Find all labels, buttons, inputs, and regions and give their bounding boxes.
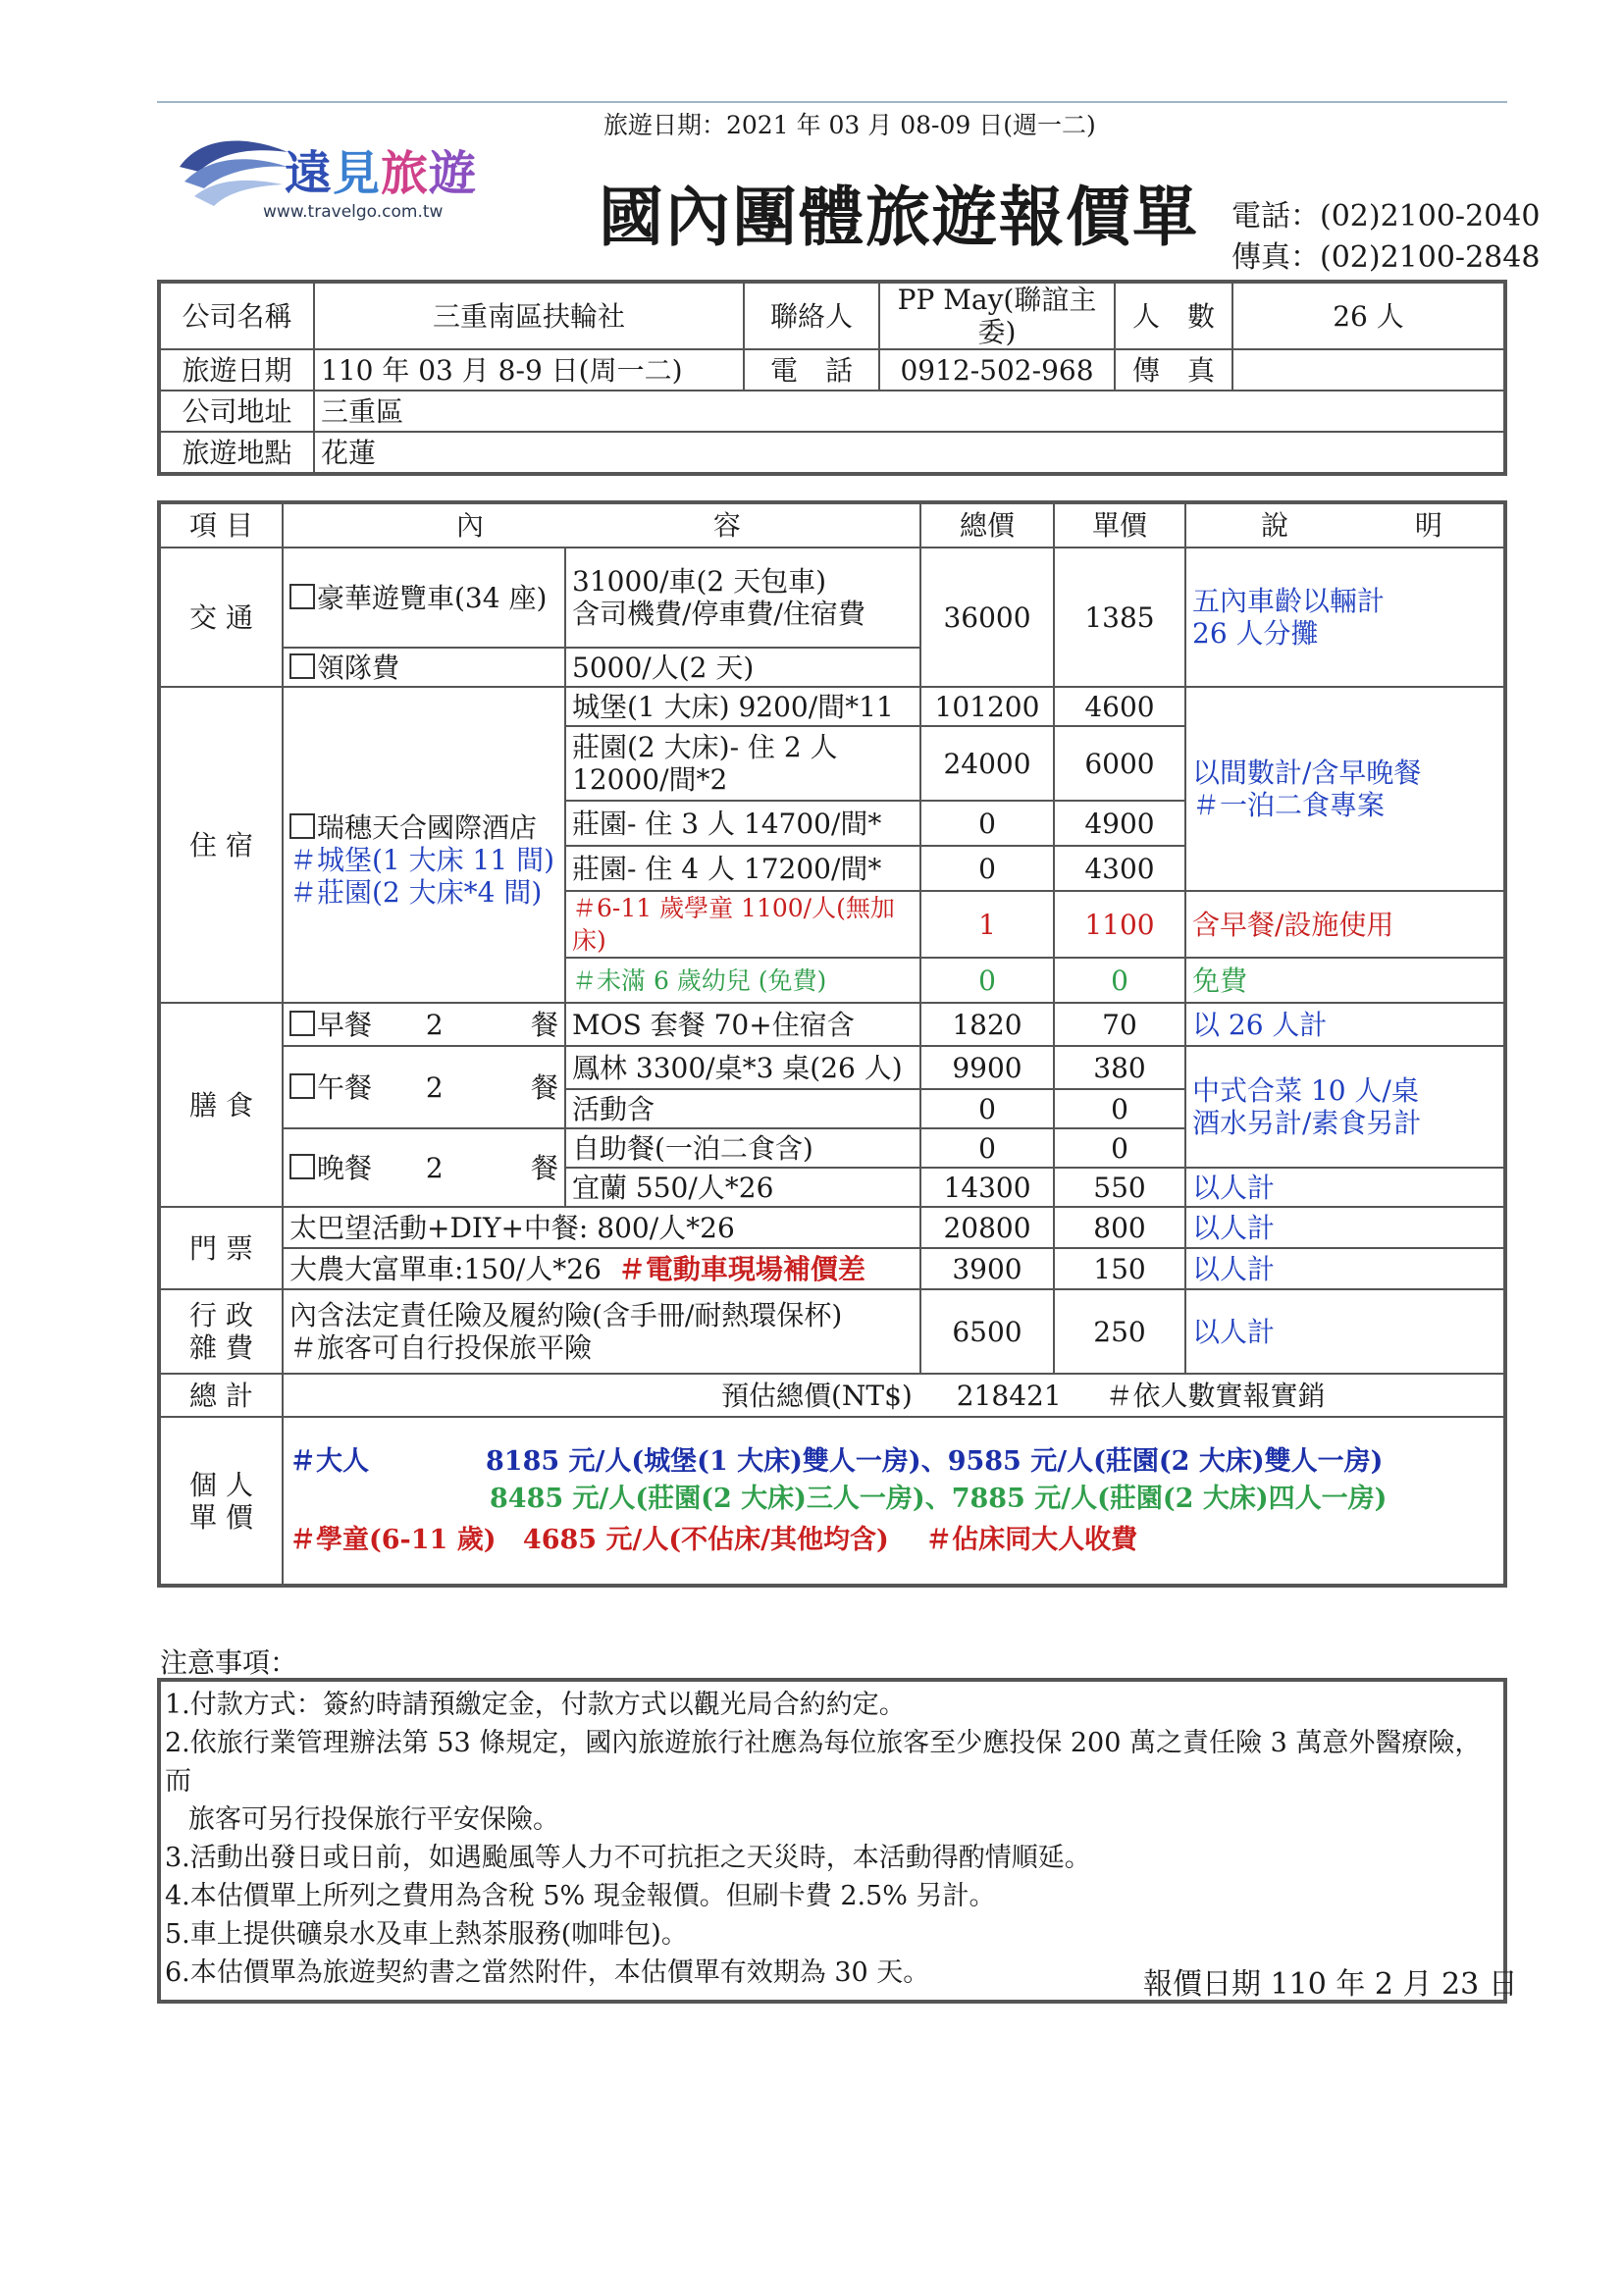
notes-box (157, 1678, 1507, 2004)
tickets-label: 門 票 (159, 1207, 283, 1289)
header-note (1185, 502, 1505, 548)
meal-row-unit: 0 (1054, 1089, 1185, 1128)
admin-label-2: 雜 費 (189, 1331, 253, 1364)
ticket-row-total: 3900 (920, 1248, 1054, 1289)
sum-note: ＃依人數實報實銷 (1105, 1379, 1326, 1412)
child-line: 4685 元/人(不佔床/其他均含) (522, 1524, 889, 1555)
lodging-row-total: 24000 (920, 726, 1054, 801)
lunch-checkbox[interactable] (289, 1073, 315, 1099)
child-tag: ＃學童(6-11 歲) (289, 1524, 497, 1555)
tel-value: 0912-502-968 (879, 349, 1115, 391)
dinner-label: 晚餐 (317, 1151, 373, 1184)
transport-total: 36000 (920, 548, 1054, 687)
logo-url: www.travelgo.com.tw (263, 202, 444, 222)
lodging-row-unit: 4900 (1054, 801, 1185, 846)
transport-note-1: 五內車齡以輛計 (1192, 585, 1386, 617)
lodging-row-total: 101200 (920, 687, 1054, 726)
header-rule (157, 101, 1507, 103)
date-value: 110 年 03 月 8-9 日(周一二) (314, 349, 744, 391)
header-unit: 單價 (1054, 502, 1185, 548)
date-label: 旅遊日期 (159, 349, 314, 391)
meal-row-total: 0 (920, 1128, 1054, 1168)
header-content-1: 內 (456, 509, 485, 542)
adult-price-row (289, 1443, 1497, 1481)
meal-row-unit: 380 (1054, 1046, 1185, 1089)
quote-date: 報價日期 110 年 2 月 23 日 (1143, 1967, 1518, 2002)
header-note-1: 說 (1261, 509, 1289, 542)
meal-row-unit: 0 (1054, 1128, 1185, 1168)
lodging-note-1: 以間數計/含早晚餐 (1192, 756, 1422, 789)
meal-row-total: 14300 (920, 1168, 1054, 1207)
transport-label: 交 通 (159, 548, 283, 687)
admin-desc (283, 1289, 920, 1374)
contact-label: 聯絡人 (744, 282, 879, 349)
ticket-row-note: 以人計 (1185, 1248, 1505, 1289)
child-price-row (289, 1522, 1497, 1559)
transport-note (1185, 548, 1505, 687)
adult-tag: ＃大人 (289, 1445, 369, 1477)
lodging-infant-note: 免費 (1185, 958, 1505, 1003)
breakfast-item (283, 1003, 565, 1046)
meal-row-unit: 550 (1054, 1168, 1185, 1207)
trip-date: 旅遊日期：2021 年 03 月 08-09 日(週一二) (603, 111, 1096, 139)
ticket-row2-extra: ＃電動車現場補價差 (617, 1252, 865, 1285)
people-value: 26 人 (1232, 282, 1505, 349)
quote-table (157, 500, 1507, 1588)
bus-detail-2: 含司機費/停車費/住宿費 (572, 598, 865, 630)
personal-label-1: 個 人 (189, 1468, 253, 1501)
agency-phone: 電話：(02)2100-2040 (1231, 199, 1541, 234)
admin-total: 6500 (920, 1289, 1054, 1374)
fax-value (1232, 349, 1505, 391)
transport-unit: 1385 (1054, 548, 1185, 687)
personal-prices (283, 1417, 1505, 1586)
lodging-row-desc: 城堡(1 大床) 9200/間*11 (565, 687, 920, 726)
lodging-row-total: 1 (920, 891, 1054, 958)
place-label: 旅遊地點 (159, 432, 314, 474)
address-value: 三重區 (314, 391, 1505, 432)
dinner-unit: 餐 (530, 1151, 558, 1184)
meal-row-desc: 自助餐(一泊二食含) (565, 1128, 920, 1168)
meal-row-total: 9900 (920, 1046, 1054, 1089)
client-info-table (157, 280, 1507, 476)
company-label: 公司名稱 (159, 282, 314, 349)
meal-row-desc: 鳳林 3300/桌*3 桌(26 人) (565, 1046, 920, 1089)
dinner-checkbox[interactable] (289, 1154, 315, 1179)
lunch-count: 2 (425, 1070, 444, 1104)
lodging-row-total: 0 (920, 958, 1054, 1003)
ticket-row-desc (283, 1248, 920, 1289)
ticket-row-unit: 800 (1054, 1207, 1185, 1248)
lunch-note (1185, 1046, 1505, 1168)
meal-row-desc: 宜蘭 550/人*26 (565, 1168, 920, 1207)
company-value: 三重南區扶輪社 (314, 282, 744, 349)
lodging-row-desc: 莊園(2 大床)- 住 2 人 12000/間*2 (565, 726, 920, 801)
bus-item (283, 548, 565, 648)
personal-label (159, 1417, 283, 1586)
note-item: 5.車上提供礦泉水及車上熱茶服務(咖啡包)。 (165, 1919, 688, 1950)
hotel-sub-1: ＃城堡(1 大床 11 間) (289, 843, 554, 876)
note-item: 4.本估價單上所列之費用為含稅 5% 現金報價。但刷卡費 2.5% 另計。 (165, 1881, 996, 1911)
ticket-row2-text: 大農大富單車:150/人*26 (289, 1252, 602, 1285)
lodging-row-desc: ＃6-11 歲學童 1100/人(無加床) (565, 891, 920, 958)
ticket-row-total: 20800 (920, 1207, 1054, 1248)
breakfast-label: 早餐 (317, 1008, 373, 1041)
people-label: 人 數 (1115, 282, 1232, 349)
transport-note-2: 26 人分攤 (1192, 617, 1319, 650)
admin-line-2: ＃旅客可自行投保旅平險 (289, 1331, 593, 1364)
lodging-row-unit: 0 (1054, 958, 1185, 1003)
lodging-row-total: 0 (920, 801, 1054, 846)
lodging-row-unit: 6000 (1054, 726, 1185, 801)
lodging-row-total: 0 (920, 846, 1054, 891)
company-logo (175, 128, 489, 231)
hotel-item (283, 687, 565, 1003)
contact-value: PP May(聯誼主委) (879, 282, 1115, 349)
hotel-name: 瑞穗天合國際酒店 (317, 810, 538, 844)
ticket-row-unit: 150 (1054, 1248, 1185, 1289)
meal-row-desc: 活動含 (565, 1089, 920, 1128)
lunch-item (283, 1046, 565, 1128)
hotel-sub-2: ＃莊園(2 大床*4 間) (289, 875, 543, 909)
lodging-note-2: ＃一泊二食專案 (1192, 789, 1386, 821)
lunch-label: 午餐 (317, 1070, 373, 1104)
leader-checkbox[interactable] (289, 653, 315, 679)
admin-unit: 250 (1054, 1289, 1185, 1374)
admin-note: 以人計 (1185, 1289, 1505, 1374)
lodging-row-desc: 莊園- 住 4 人 17200/間* (565, 846, 920, 891)
lodging-row-desc: ＃未滿 6 歲幼兒 (免費) (565, 958, 920, 1003)
adult-line-2: 8485 元/人(莊園(2 大床)三人一房)、7885 元/人(莊園(2 大床)四人一房) (490, 1483, 1388, 1514)
leader-label: 領隊費 (317, 651, 400, 684)
ticket-row-note: 以人計 (1185, 1207, 1505, 1248)
breakfast-checkbox[interactable] (289, 1011, 315, 1036)
note-item: 3.活動出發日或日前，如遇颱風等人力不可抗拒之天災時，本活動得酌情順延。 (165, 1843, 1091, 1873)
dinner-note: 以人計 (1185, 1168, 1505, 1207)
note-item: 1.付款方式：簽約時請預繳定金，付款方式以觀光局合約約定。 (165, 1690, 906, 1720)
dinner-item (283, 1128, 565, 1207)
note-item: 2.依旅行業管理辦法第 53 條規定，國內旅遊旅行社應為每位旅客至少應投保 200 萬之責任險 3 萬意外醫療險，而 (165, 1728, 1482, 1797)
agency-fax: 傳真：(02)2100-2848 (1231, 240, 1541, 275)
sum-text: 預估總價(NT$) (721, 1379, 913, 1412)
sum-value: 218421 (956, 1379, 1062, 1412)
header-content-2: 容 (712, 509, 741, 542)
ticket-row-desc: 太巴望活動+DIY+中餐: 800/人*26 (283, 1207, 920, 1248)
meal-row-total: 0 (920, 1089, 1054, 1128)
lunch-note-1: 中式合菜 10 人/桌 (1192, 1074, 1419, 1107)
lodging-row-desc: 莊園- 住 3 人 14700/間* (565, 801, 920, 846)
address-label: 公司地址 (159, 391, 314, 432)
bus-label: 豪華遊覽車(34 座) (317, 581, 548, 614)
place-value: 花蓮 (314, 432, 1505, 474)
admin-label-1: 行 政 (189, 1299, 253, 1331)
breakfast-note: 以 26 人計 (1185, 1003, 1505, 1046)
tel-label: 電 話 (744, 349, 879, 391)
logo-text: 遠見旅遊 (285, 146, 478, 201)
lunch-note-2: 酒水另計/素食另計 (1192, 1107, 1422, 1139)
lodging-row-unit: 1100 (1054, 891, 1185, 958)
meal-row-unit: 70 (1054, 1003, 1185, 1046)
sum-label: 總 計 (159, 1374, 283, 1417)
admin-line-1: 內含法定責任險及履約險(含手冊/耐熱環保杯) (289, 1299, 843, 1331)
agency-contact (1231, 196, 1540, 279)
bus-detail (565, 548, 920, 648)
adult-line-1: 8185 元/人(城堡(1 大床)雙人一房)、9585 元/人(莊園(2 大床)雙人一房) (486, 1445, 1384, 1477)
fax-label: 傳 真 (1115, 349, 1232, 391)
dinner-count: 2 (425, 1151, 444, 1184)
lodging-label: 住 宿 (159, 687, 283, 1003)
header-item: 項 目 (159, 502, 283, 548)
lunch-unit: 餐 (530, 1070, 558, 1104)
breakfast-count: 2 (425, 1008, 444, 1041)
notes-label: 注意事項： (160, 1646, 298, 1679)
leader-item (283, 648, 565, 687)
note-item: 旅客可另行投保旅行平安保險。 (188, 1804, 559, 1835)
header-note-2: 明 (1414, 509, 1442, 542)
lodging-note (1185, 687, 1505, 891)
personal-label-2: 單 價 (189, 1500, 253, 1534)
page-title: 國內團體旅遊報價單 (599, 180, 1199, 255)
breakfast-unit: 餐 (530, 1008, 558, 1041)
header-total: 總價 (920, 502, 1054, 548)
hotel-checkbox[interactable] (289, 813, 315, 839)
meals-label: 膳 食 (159, 1003, 283, 1207)
bus-checkbox[interactable] (289, 584, 315, 609)
header-content (283, 502, 920, 548)
lodging-row-unit: 4600 (1054, 687, 1185, 726)
meal-row-desc: MOS 套餐 70+住宿含 (565, 1003, 920, 1046)
leader-detail: 5000/人(2 天) (565, 648, 920, 687)
admin-label (159, 1289, 283, 1374)
sum-row (283, 1374, 1505, 1417)
bus-detail-1: 31000/車(2 天包車) (572, 565, 827, 598)
note-item: 6.本估價單為旅遊契約書之當然附件，本估價單有效期為 30 天。 (165, 1957, 930, 1988)
lodging-child-note: 含早餐/設施使用 (1185, 891, 1505, 958)
child-note: ＃佔床同大人收費 (925, 1524, 1138, 1555)
lodging-row-unit: 4300 (1054, 846, 1185, 891)
meal-row-total: 1820 (920, 1003, 1054, 1046)
